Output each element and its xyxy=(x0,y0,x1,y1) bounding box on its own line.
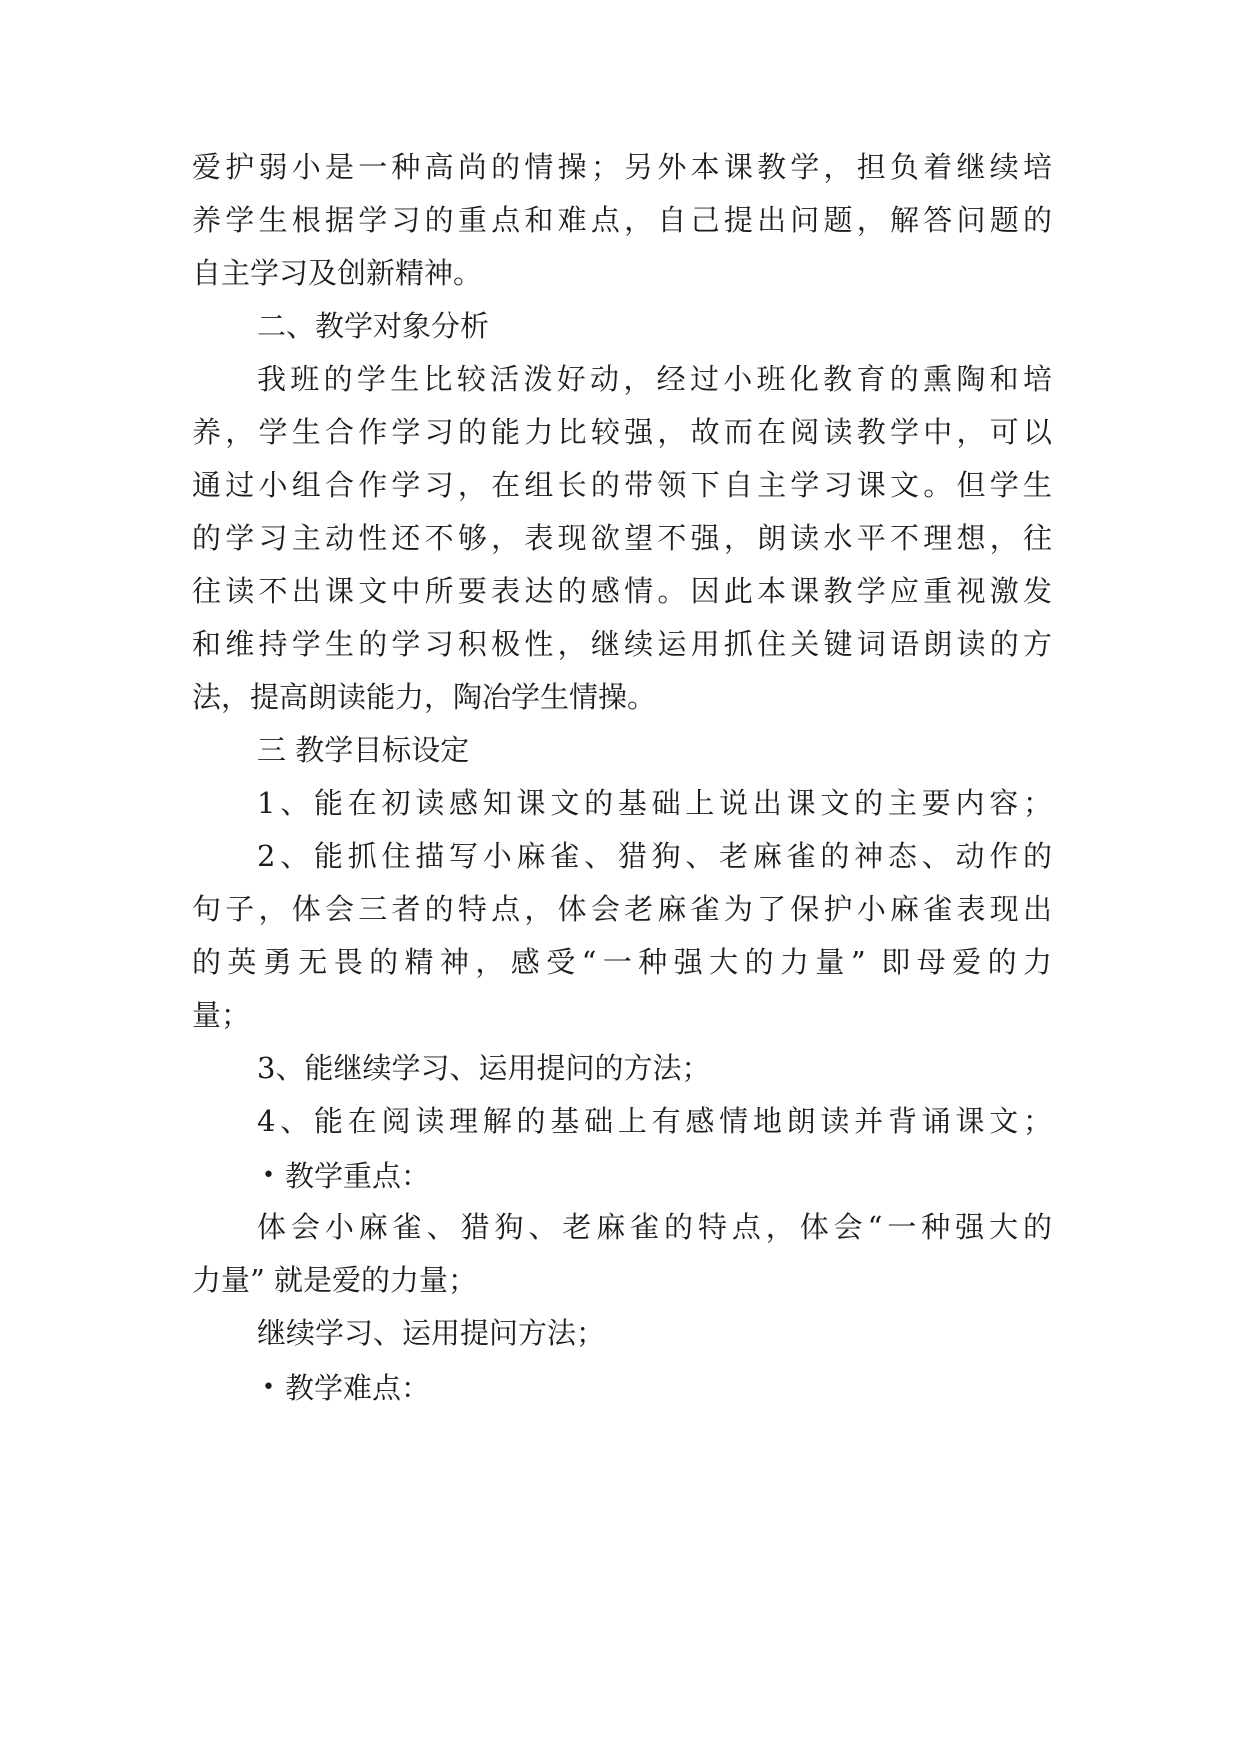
section-heading: 三 教学目标设定 xyxy=(257,733,470,767)
bullet-icon: • xyxy=(262,1163,275,1188)
list-item: 1、能在初读感知课文的基础上说出课文的主要内容； xyxy=(257,786,1052,820)
text-line: 量； xyxy=(192,998,251,1032)
text-line: 养学生根据学习的重点和难点，自己提出问题，解答问题的 xyxy=(192,203,1052,237)
text-line: 的学习主动性还不够，表现欲望不强，朗读水平不理想，往 xyxy=(192,521,1052,555)
list-item: 4、能在阅读理解的基础上有感情地朗读并背诵课文； xyxy=(257,1104,1052,1138)
text-line: 的英勇无畏的精神，感受“一种强大的力量” 即母爱的力 xyxy=(192,945,1052,979)
text-line: 养，学生合作学习的能力比较强，故而在阅读教学中，可以 xyxy=(192,415,1052,449)
text-line: 体会小麻雀、猎狗、老麻雀的特点，体会“一种强大的 xyxy=(257,1210,1052,1244)
text-line: 往读不出课文中所要表达的感情。因此本课教学应重视激发 xyxy=(192,574,1052,608)
text-line: 力量” 就是爱的力量； xyxy=(192,1263,478,1297)
list-item: 3、能继续学习、运用提问的方法； xyxy=(257,1051,711,1085)
text-line: 通过小组合作学习，在组长的带领下自主学习课文。但学生 xyxy=(192,468,1052,502)
bullet-icon: • xyxy=(262,1375,275,1400)
text-line: 法，提高朗读能力，陶冶学生情操。 xyxy=(192,680,657,714)
text-line: 爱护弱小是一种高尚的情操；另外本课教学，担负着继续培 xyxy=(192,150,1052,184)
text-line: 和维持学生的学习积极性，继续运用抓住关键词语朗读的方 xyxy=(192,627,1052,661)
bullet-heading-label: 教学难点： xyxy=(284,1371,430,1405)
list-item: 2、能抓住描写小麻雀、猎狗、老麻雀的神态、动作的 xyxy=(257,839,1052,873)
text-line: 继续学习、运用提问方法； xyxy=(257,1316,606,1350)
bullet-heading xyxy=(262,1356,1122,1416)
text-line: 句子，体会三者的特点，体会老麻雀为了保护小麻雀表现出 xyxy=(192,892,1052,926)
bullet-heading xyxy=(262,1144,1122,1204)
section-heading: 二、教学对象分析 xyxy=(257,309,490,343)
text-line: 自主学习及创新精神。 xyxy=(192,256,483,290)
text-line: 我班的学生比较活泼好动，经过小班化教育的熏陶和培 xyxy=(257,362,1052,396)
bullet-heading-label: 教学重点： xyxy=(284,1159,430,1193)
